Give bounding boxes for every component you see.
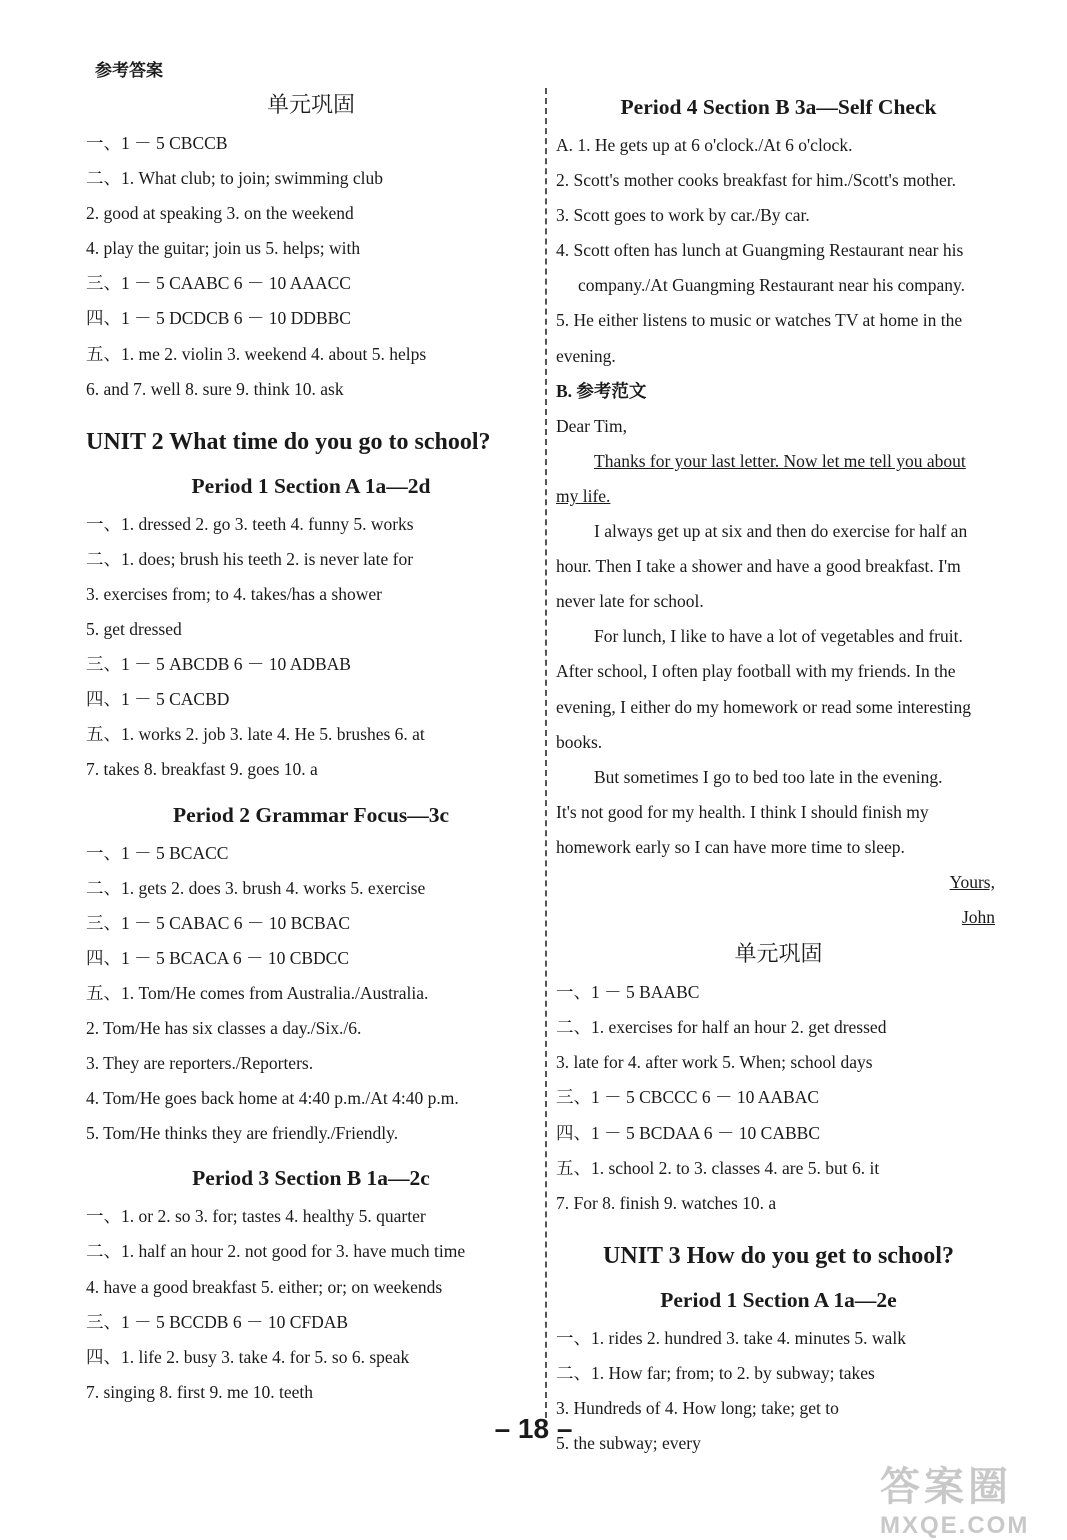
answer-line: 五、1. Tom/He comes from Australia./Australia. [86,982,429,1003]
answer-line: 7. singing 8. first 9. me 10. teeth [86,1381,313,1402]
answer-line: 四、1. life 2. busy 3. take 4. for 5. so 6. speak [86,1346,410,1367]
period1-answers [86,507,536,788]
answer-line: company./At Guangming Restaurant near his company. [578,275,966,296]
unit1-review-title: 单元巩固 [266,93,355,118]
answer-line: 5. He either listens to music or watches TV at home in the [556,310,963,331]
answer-line: 三、1 － 5 ABCDB 6 － 10 ADBAB [86,654,351,675]
left-column [86,86,536,1410]
answer-line: 四、1 － 5 CACBD [86,689,230,710]
letter-signature: John [961,907,995,928]
answer-line: 三、1 － 5 CABAC 6 － 10 BCBAC [86,912,350,933]
answer-line: 四、1 － 5 BCDAA 6 － 10 CABBC [556,1122,820,1143]
answer-line: It's not good for my health. I think I should finish my [556,801,929,822]
answer-line: 一、1. dressed 2. go 3. teeth 4. funny 5. works [86,513,414,534]
answer-line: Thanks for your last letter. Now let me tell you about [594,450,966,471]
page-number: – 18 – [494,1413,573,1444]
period3-title: Period 3 Section B 1a—2c [192,1166,430,1191]
answer-line: my life. [556,485,611,506]
unit3-period1-title: Period 1 Section A 1a—2e [660,1287,897,1312]
answer-line: A. 1. He gets up at 6 o'clock./At 6 o'clock. [556,135,853,155]
unit2-review-answers [556,975,1001,1221]
unit1-review-answers [86,126,536,407]
answer-line: 四、1 － 5 DCDCB 6 － 10 DDBBC [86,308,351,329]
period2-answers [86,836,536,1152]
answer-line: 二、1. gets 2. does 3. brush 4. works 5. exercise [86,877,426,898]
answer-line: 4. have a good breakfast 5. either; or; on weekends [86,1276,443,1297]
period4-part-a [556,128,1001,374]
answer-line: 2. Scott's mother cooks breakfast for him./Scott's mother. [556,170,956,191]
answer-line: 7. takes 8. breakfast 9. goes 10. a [86,759,318,780]
unit2-title: UNIT 2 What time do you go to school? [86,428,491,455]
answer-line: 三、1 － 5 BCCDB 6 － 10 CFDAB [86,1311,349,1332]
answer-line: 一、1. rides 2. hundred 3. take 4. minutes 5. walk [556,1327,906,1348]
answer-line: 3. Scott goes to work by car./By car. [556,205,810,226]
answer-line: 五、1. me 2. violin 3. weekend 4. about 5. helps [86,343,427,364]
answer-line: 6. and 7. well 8. sure 9. think 10. ask [86,378,344,399]
answer-line: 4. Tom/He goes back home at 4:40 p.m./At 4:40 p.m. [86,1088,459,1109]
answer-line: 二、1. does; brush his teeth 2. is never late for [86,548,414,569]
answer-line: 3. late for 4. after work 5. When; school days [556,1052,873,1073]
answer-line: 3. exercises from; to 4. takes/has a shower [86,583,382,604]
period1-title: Period 1 Section A 1a—2d [191,473,431,498]
letter-greeting: Dear Tim, [556,415,627,436]
answer-line: 三、1 － 5 CAABC 6 － 10 AAACC [86,273,351,294]
answer-line: evening. [556,345,616,366]
answer-line: evening, I either do my homework or read some interesting [556,696,972,717]
answer-line: 一、1 － 5 CBCCB [86,133,228,153]
period4-part-b-label: B. 参考范文 [556,380,647,401]
unit2-review-title: 单元巩固 [734,942,823,968]
right-column [556,86,1001,1461]
answer-line: For lunch, I like to have a lot of vegetables and fruit. [594,626,963,647]
answer-line: 五、1. school 2. to 3. classes 4. are 5. but 6. it [556,1157,880,1178]
answer-line: 一、1. or 2. so 3. for; tastes 4. healthy 5. quarter [86,1206,426,1227]
answer-line: 四、1 － 5 BCACA 6 － 10 CBDCC [86,947,350,968]
letter-body [556,444,1001,865]
period3-answers [86,1199,536,1410]
answer-line: 7. For 8. finish 9. watches 10. a [556,1192,777,1213]
watermark-logo [880,1455,1060,1539]
answer-line: never late for school. [556,591,704,612]
answer-line: But sometimes I go to bed too late in the evening. [594,766,943,787]
answer-line: I always get up at six and then do exercise for half an [594,521,968,542]
letter-closing: Yours, [949,871,995,892]
answer-line: 3. They are reporters./Reporters. [86,1053,314,1074]
answer-line: 三、1 － 5 CBCCC 6 － 10 AABAC [556,1087,820,1108]
answer-line: 2. good at speaking 3. on the weekend [86,203,354,224]
answer-line: homework early so I can have more time to sleep. [556,836,905,857]
answer-line: 5. get dressed [86,619,182,640]
unit3-title: UNIT 3 How do you get to school? [603,1242,954,1269]
answer-line: After school, I often play football with my friends. In the [556,661,956,682]
answer-line: 3. Hundreds of 4. How long; take; get to [556,1398,839,1418]
answer-line: books. [556,731,603,752]
answer-line: 4. Scott often has lunch at Guangming Restaurant near his [556,240,964,261]
watermark-text: 答案圈 [880,1465,1012,1509]
answer-line: 二、1. What club; to join; swimming club [86,168,383,189]
answer-line: 5. Tom/He thinks they are friendly./Friendly. [86,1123,399,1144]
page-header: 参考答案 [95,61,163,80]
period4-title: Period 4 Section B 3a—Self Check [620,95,937,119]
answer-line: 一、1 － 5 BAABC [556,982,700,1003]
answer-line: 4. play the guitar; join us 5. helps; with [86,238,361,259]
answer-line: 二、1. How far; from; to 2. by subway; takes [556,1362,875,1383]
answer-line: 二、1. half an hour 2. not good for 3. have much time [86,1241,466,1262]
answer-line: 二、1. exercises for half an hour 2. get dressed [556,1017,887,1038]
period2-title: Period 2 Grammar Focus—3c [172,802,450,827]
watermark-domain: MXQE.COM [880,1512,1030,1539]
answer-line: 5. the subway; every [556,1433,701,1454]
answer-line: 2. Tom/He has six classes a day./Six./6. [86,1017,362,1038]
answer-line: 五、1. works 2. job 3. late 4. He 5. brushes 6. at [86,724,425,745]
answer-line: hour. Then I take a shower and have a good breakfast. I'm [556,556,961,577]
answer-line: 一、1 － 5 BCACC [86,842,229,863]
column-divider [545,88,547,1418]
